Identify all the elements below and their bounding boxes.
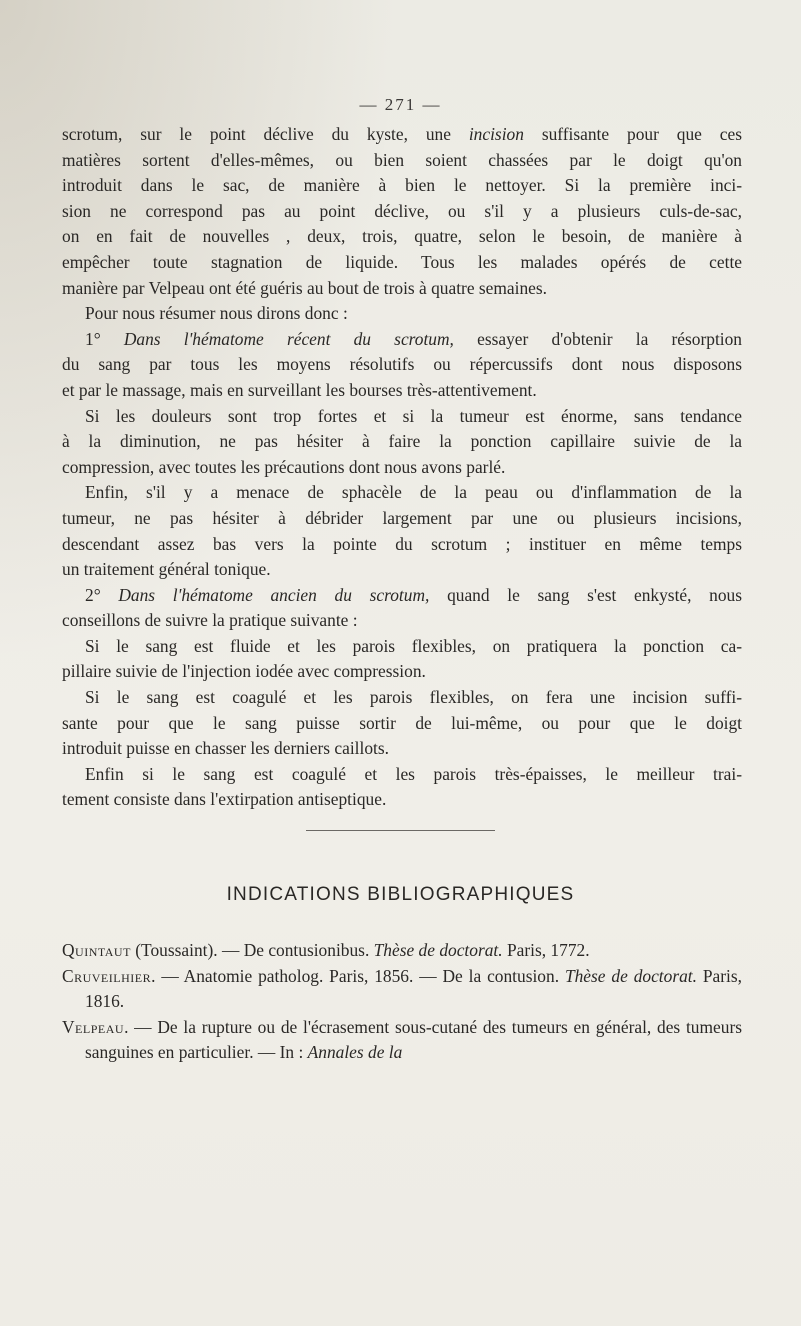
bibliography-entry (62, 938, 742, 964)
text-line: introduit dans le sac, de manière à bien le nettoyer. Si la première inci- (62, 175, 742, 196)
text-line: du sang par tous les moyens résolutifs ou répercussifs dont nous disposons (62, 354, 742, 375)
text-line: et par le massage, mais en surveillant les bourses très-attentivement. (62, 379, 537, 400)
bib-text: (Toussaint). — De contusionibus. (130, 940, 374, 960)
text-line: Enfin, s'il y a menace de sphacèle de la peau ou d'inflammation de la (85, 482, 742, 503)
bibliography-entry (62, 1015, 742, 1066)
text-line (62, 327, 742, 353)
text-line: compression, avec toutes les précautions dont nous avons parlé. (62, 456, 506, 477)
text-line: Si le sang est fluide et les parois flexibles, on pratiquera la ponction ca- (85, 635, 742, 656)
bib-title: Thèse de doctorat. (373, 940, 503, 960)
text-run: suffisante pour que ces (523, 124, 742, 144)
text-line: on en fait de nouvelles , deux, trois, quatre, selon le besoin, de manière à (62, 226, 742, 247)
text-line: tumeur, ne pas hésiter à débrider largement par une ou plusieurs incisions, (62, 507, 742, 528)
text-line: manière par Velpeau ont été guéris au bout de trois à quatre semaines. (62, 277, 547, 298)
text-line: introduit puisse en chasser les derniers caillots. (62, 738, 389, 759)
text-run: essayer d'obtenir la résorption (453, 328, 742, 349)
text-line (62, 583, 742, 609)
text-run: scrotum, sur le point déclive du kyste, une (62, 124, 469, 144)
bib-author: Velpeau (62, 1016, 125, 1037)
section-divider (306, 830, 495, 831)
bib-author: Quintaut (62, 940, 131, 960)
list-number: 1° (85, 328, 124, 349)
bib-title: Annales de la (307, 1042, 403, 1063)
text-line: sante pour que le sang puisse sortir de lui-même, ou pour que le doigt (62, 712, 742, 733)
bib-author: Cruveilhier (62, 965, 152, 986)
text-line: descendant assez bas vers la pointe du scrotum ; instituer en même temps (62, 533, 742, 554)
page-number: — 271 — (359, 95, 442, 114)
bib-text: . — Anatomie patholog. Paris, 1856. — De la contusion. (151, 965, 565, 986)
text-line: matières sortent d'elles-mêmes, ou bien soient chassées par le doigt qu'on (62, 149, 742, 170)
text-line: sion ne correspond pas au point déclive, ou s'il y a plusieurs culs-de-sac, (62, 200, 742, 221)
text-line: Si le sang est coagulé et les parois flexibles, on fera une incision suffi- (85, 687, 742, 708)
bib-text: Paris, 1816. (85, 965, 742, 1012)
bib-title: Thèse de doctorat. (564, 965, 697, 986)
section-heading: INDICATIONS BIBLIOGRAPHIQUES (226, 884, 575, 905)
bibliography-entry (62, 964, 742, 1015)
text-run: quand le sang s'est enkysté, nous (429, 584, 743, 605)
list-number: 2° (85, 584, 119, 605)
emphasis: incision (468, 124, 524, 144)
text-line: empêcher toute stagnation de liquide. Tous les malades opérés de cette (62, 251, 742, 272)
bibliography (62, 938, 742, 1066)
body-text (62, 122, 742, 813)
emphasis: Dans l'hématome récent du scrotum, (123, 328, 454, 349)
emphasis: Dans l'hématome ancien du scrotum, (118, 584, 430, 605)
text-line (62, 122, 742, 148)
text-line: pillaire suivie de l'injection iodée avec compression. (62, 661, 426, 682)
text-line: Si les douleurs sont trop fortes et si la tumeur est énorme, sans tendance (85, 405, 742, 426)
text-line: à la diminution, ne pas hésiter à faire la ponction capillaire suivie de la (62, 431, 742, 452)
text-line: un traitement général tonique. (62, 559, 271, 580)
bib-text: . — De la rupture ou de l'écrasement sous-cutané des tumeurs en général, des tumeurs sanguines en particulier. — In : (85, 1016, 742, 1063)
text-line: Enfin si le sang est coagulé et les parois très-épaisses, le meilleur trai- (85, 763, 742, 784)
text-line: Pour nous résumer nous dirons donc : (85, 303, 348, 324)
bib-text: Paris, 1772. (502, 940, 590, 960)
text-line: tement consiste dans l'extirpation antiseptique. (62, 789, 387, 810)
text-line: conseillons de suivre la pratique suivante : (62, 610, 358, 631)
